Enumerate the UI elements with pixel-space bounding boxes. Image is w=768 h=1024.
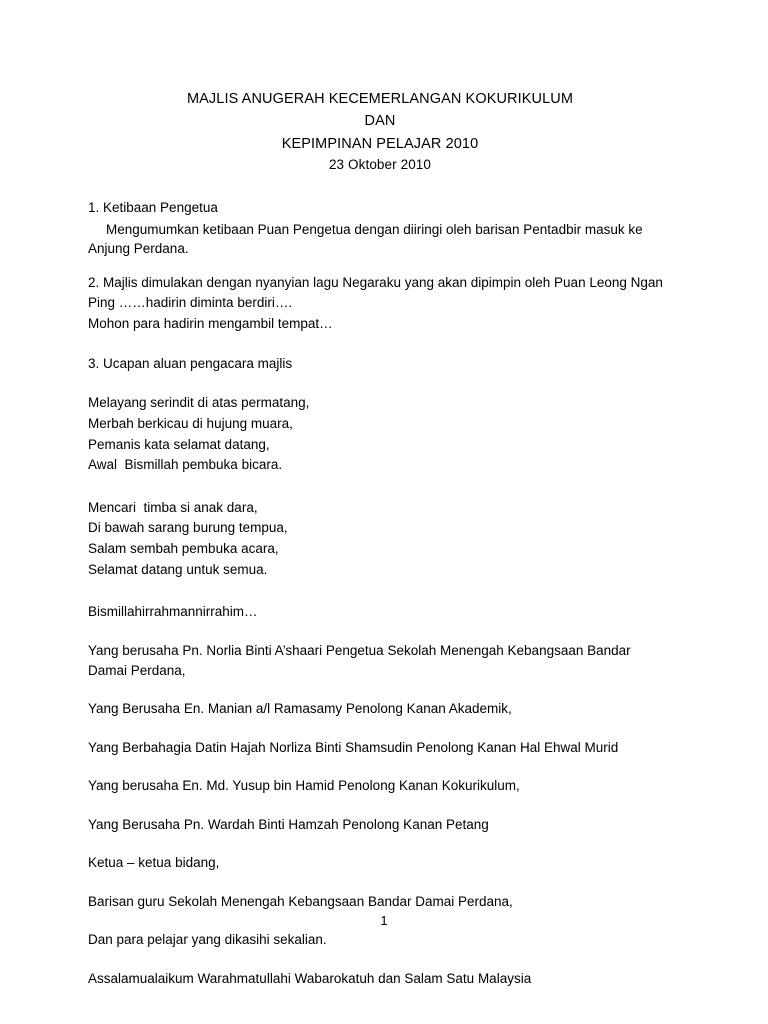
verse-1-line-2: Merbah berkicau di hujung muara, (88, 415, 293, 431)
address-line-8: Dan para pelajar yang dikasihi sekalian. (88, 932, 327, 948)
title-line-3: KEPIMPINAN PELAJAR 2010 (281, 135, 479, 152)
verse-block-2 (88, 498, 672, 581)
address-line-6: Ketua – ketua bidang, (88, 855, 220, 871)
verse-2-line-3: Salam sembah pembuka acara, (88, 541, 279, 557)
verse-2-line-2: Di bawah sarang burung tempua, (88, 520, 288, 536)
verse-2-line-1: Mencari timba si anak dara, (88, 499, 258, 515)
item-2-extra: Mohon para hadirin mengambil tempat… (88, 316, 333, 332)
address-line-5: Yang Berusaha Pn. Wardah Binti Hamzah Penolong Kanan Petang (88, 816, 489, 832)
verse-1-line-1: Melayang serindit di atas permatang, (88, 395, 310, 411)
verse-1-line-4: Awal Bismillah pembuka bicara. (88, 457, 283, 473)
item-2-body: 2. Majlis dimulakan dengan nyanyian lagu Negaraku yang akan dipimpin oleh Puan Leong Ngan Ping ……hadirin diminta berdiri…. (88, 275, 663, 310)
address-line-1: Yang berusaha Pn. Norlia Binti A’shaari Pengetua Sekolah Menengah Kebangsaan Bandar Damai Perdana, (88, 642, 631, 678)
address-line-2: Yang Berusaha En. Manian a/l Ramasamy Penolong Kanan Akademik, (88, 701, 512, 717)
title-line-2: DAN (364, 113, 396, 130)
address-line-9: Assalamualaikum Warahmatullahi Wabarokatuh dan Salam Satu Malaysia (88, 971, 532, 987)
item-3-heading: 3. Ucapan aluan pengacara majlis (88, 355, 293, 371)
item-1-heading: 1. Ketibaan Pengetua (88, 200, 218, 216)
item-1-body (88, 220, 672, 259)
document-date: 23 Oktober 2010 (328, 157, 432, 173)
verse-block-1 (88, 393, 672, 476)
document-title-block (88, 88, 672, 176)
title-line-1: MAJLIS ANUGERAH KECEMERLANGAN KOKURIKULUM (186, 91, 573, 107)
address-line-3: Yang Berbahagia Datin Hajah Norliza Binti Shamsudin Penolong Kanan Hal Ehwal Murid (88, 739, 619, 755)
address-line-4: Yang berusaha En. Md. Yusup bin Hamid Penolong Kanan Kokurikulum, (88, 778, 520, 794)
greeting-line: Bismillahirrahmannirrahim… (88, 604, 258, 620)
verse-1-line-3: Pemanis kata selamat datang, (88, 436, 270, 452)
item-1-body-text: Mengumumkan ketibaan Puan Pengetua dengan diiringi oleh barisan Pentadbir masuk ke Anjung Perdana. (88, 221, 643, 257)
address-line-7: Barisan guru Sekolah Menengah Kebangsaan Bandar Damai Perdana, (88, 893, 513, 909)
verse-2-line-4: Selamat datang untuk semua. (88, 561, 268, 577)
page-number: 1 (380, 913, 388, 928)
